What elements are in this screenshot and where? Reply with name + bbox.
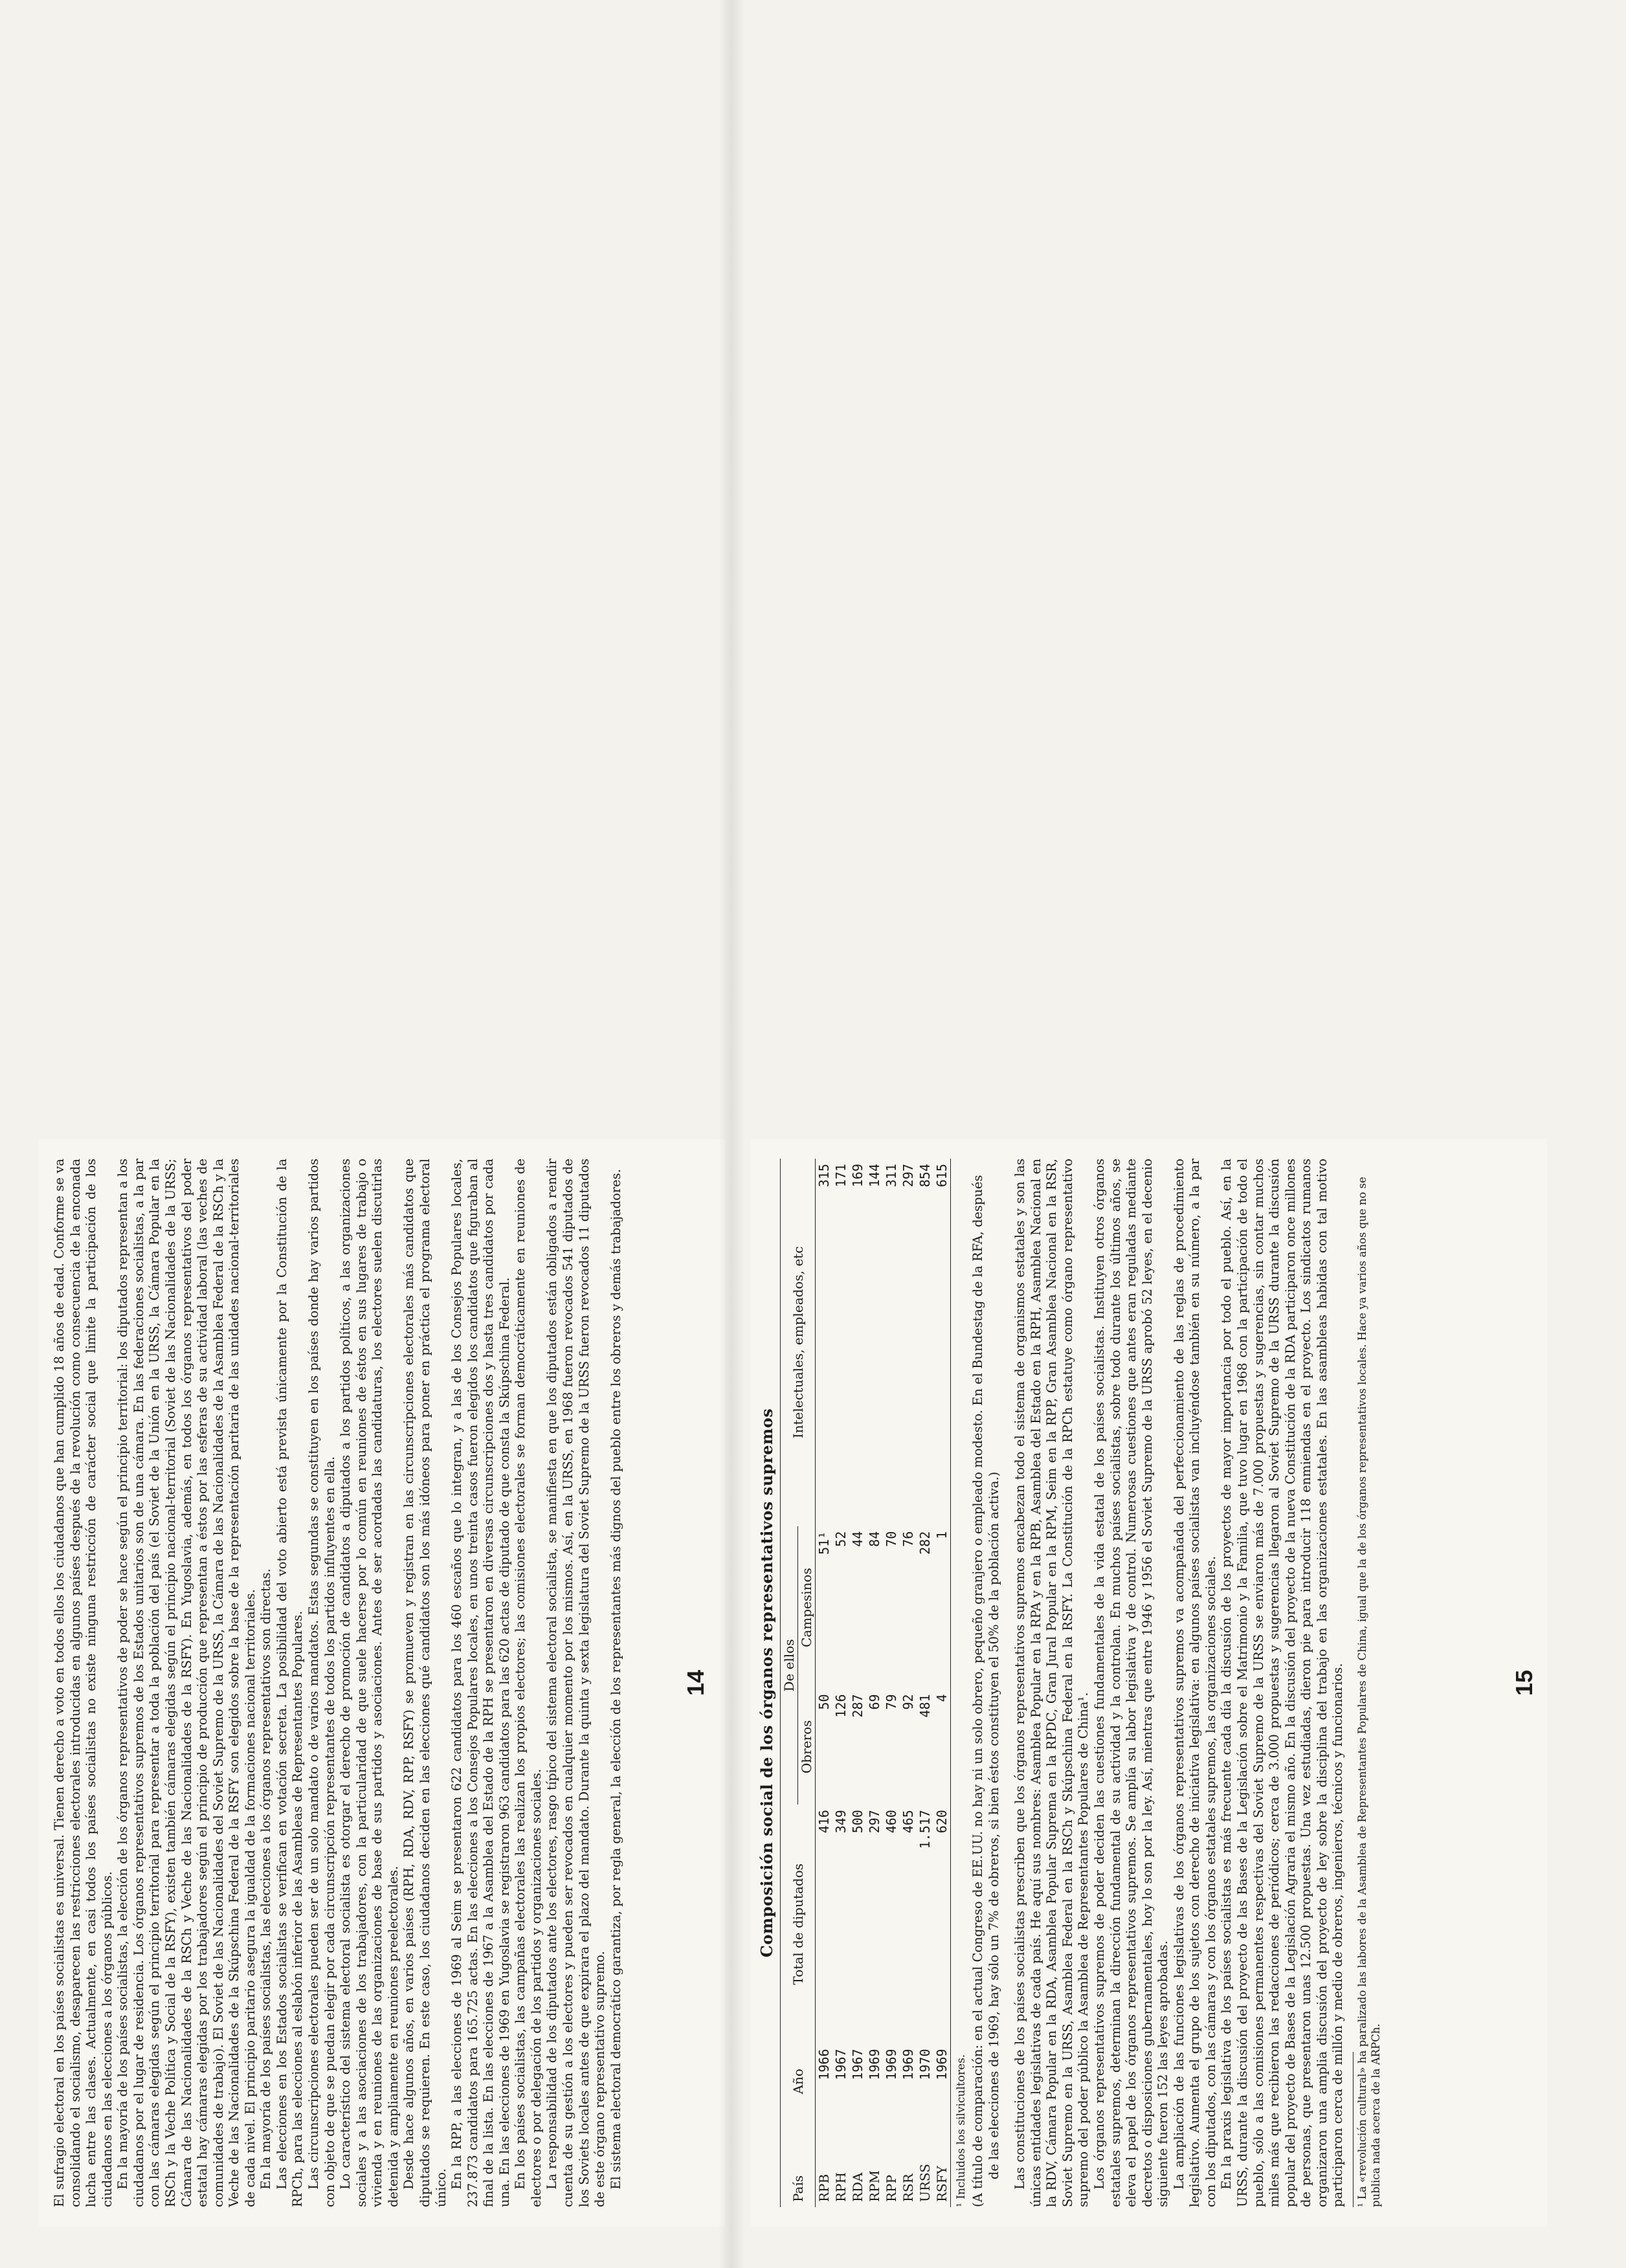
cell-workers: 287 — [850, 1694, 865, 1718]
paragraph: En la mayoría de los países socialistas, la elección de los órganos representativos de poder se hace según el principio territorial: los diputados representan a los ciudadanos por el lugar de residencia. Los órganos representativos supremos de los Estados unitarios son de una cámara. En las federaciones socialistas, a la par con las cámaras elegidas según el principio territorial para representar a toda la población del país (el Soviet de la Unión en la URSS, la Cámara Popular en la RSCh y la Veche Política y Social de la RSFY), existen también cámaras elegidas según el principio nacional-territorial (Soviet de las Nacionalidades de la URSS; Cámara de las Nacionalidades de la RSCh y Veche de las Nacionalidades de la RSFY). En Yugoslavia, además, en todos los órganos representativos del poder estatal hay cámaras elegidas por los trabajadores según el principio de producción que representan a éstos por las esferas de su actividad laboral (las veches de comunidades de trabajo). El Soviet de las Nacionalidades del Soviet Supremo de la URSS, la Cámara de las Nacionalidades de la Asamblea Federal de la RSCh y la Veche de las Nacionalidades de la Skúpschina Federal de la RSFY son elegidos sobre la base de la representación paritaria de las unidades nacional-territoriales de cada nivel. El principio paritario asegura la igualdad de la formaciones nacional territoriales. — [115, 1159, 258, 2207]
cell-workers: 481 — [917, 1694, 933, 1718]
cell-intellectuals: 311 — [884, 1164, 899, 1188]
cell-country: URSS — [917, 2164, 933, 2202]
col-header-peasants: Campesinos — [798, 1526, 816, 1689]
cell-workers: 4 — [933, 1689, 951, 1805]
cell-year: 1969 — [884, 2049, 899, 2080]
cell-total: 500 — [850, 1810, 865, 1834]
table-row — [832, 1159, 849, 2207]
cell-year: 1969 — [867, 2049, 882, 2080]
table-row — [816, 1159, 833, 2207]
cell-total: 620 — [933, 1805, 951, 2043]
cell-year: 1967 — [833, 2049, 849, 2080]
paragraph: En la praxis legislativa de los países socialistas es más frecuente cada día la discusión de los proyectos de mayor importancia por todo el pueblo. Así, en la URSS, durante la discusión del proyecto de las Bases de la Legislación sobre el Matrimonio y la Familia, que tuvo lugar en 1968 con la participación de todo el pueblo, sólo a las comisiones permanentes respectivas del Soviet Supremo de la URSS se enviaron más de 7.000 propuestas y sugerencias, sin contar muchos miles más que recibieron las redacciones de periódicos; cerca de 3.000 propuestas y sugerencias llegaron al Soviet Supremo de la URSS durante la discusión popular del proyecto de Bases de la Legislación Agraria el mismo año. En la discusión del proyecto de la nueva Constitución de la RDA participaron once millones de personas, que presentaron unas 12.500 propuestas. Una vez estudiadas, dieron pie para introducir 118 enmiendas en el proyecto. Los sindicatos rumanos organizaron una amplia discusión del proyecto de ley sobre la disciplina del trabajo en las organizaciones estatales. En las asambleas habidas con tal motivo participaron cerca de millón y medio de obreros, ingenieros, técnicos y funcionarios. — [1219, 1159, 1346, 2207]
cell-total: 297 — [867, 1810, 882, 1834]
cell-country: RPP — [884, 2175, 899, 2202]
paragraph: Las circunscripciones electorales pueden ser de un solo mandato o de varios mandatos. Estas segundas se constituyen en los países donde hay varios partidos con objeto de que se puedan elegir por cada circunscripción representantes de todos los partidos influyentes en ella. — [306, 1159, 337, 2207]
cell-year: 1969 — [900, 2049, 916, 2080]
table-row — [900, 1159, 917, 2207]
cell-year: 1969 — [933, 2043, 951, 2118]
paragraph: La ampliación de las funciones legislativas de los órganos representativos supremos va acompañada del perfeccionamiento de las reglas de procedimiento legislativo. Aumenta el grupo de los sujetos con derecho de iniciativa legislativa: en algunos países socialistas van incluyéndose también en su número, a la par con los diputados, con las cámaras y con los órganos estatales supremos, las organizaciones sociales. — [1171, 1159, 1218, 2207]
paragraph: Los órganos representativos supremos de poder deciden las cuestiones fundamentales de la vida estatal de los países socialistas. Instituyen otros órganos estatales supremos, determinan la dirección fundamental de su actividad y la controlan. En muchos países socialistas, sobre todo durante los últimos años, se eleva el papel de los órganos representativos supremos. Se amplía su labor legislativa y de control. Numerosas cuestiones que antes eran reguladas mediante decretos o disposiciones gubernamentales, hoy lo son por la ley. Así, mientras que entre 1946 y 1956 el Soviet Supremo de la URSS aprobó 52 leyes, en el decenio siguiente fueron 152 las leyes aprobadas. — [1091, 1159, 1171, 2207]
table-row — [933, 1159, 951, 2207]
cell-country: RPB — [816, 2174, 832, 2202]
cell-intellectuals: 297 — [900, 1164, 916, 1188]
cell-country: RSFY — [933, 2119, 951, 2207]
cell-country: RPM — [867, 2170, 882, 2202]
paragraph: Lo característico del sistema electoral socialista es otorgar el derecho de promoción de candidatos a diputados a los partidos políticos, a las organizaciones sociales y a las asociaciones de los trabajadores, con la particularidad de que suele hacerse por lo común en reuniones de éstos en sus lugares de trabajo o vivienda y en reuniones de las organizaciones de base de sus partidos y asociaciones. Antes de ser acordadas las candidaturas, los electores suelen discutirlas detenida y ampliamente en reuniones preelectorales. — [338, 1159, 401, 2207]
cell-peasants: 84 — [867, 1531, 882, 1547]
cell-country: RPH — [833, 2172, 849, 2202]
cell-peasants: 51¹ — [816, 1531, 832, 1555]
table-body — [816, 1159, 951, 2207]
paragraph: En la RPP, a las elecciones de 1969 al Seim se presentaron 622 candidatos para los 460 escaños que lo integran, y a las de los Consejos Populares locales, 237.873 candidatos para 165.725 actas. En las elecciones a los Consejos Populares locales, en unos treinta casos fueron elegidos los candidatos que figuraban al final de la lista. En las elecciones de 1967 a la Asamblea del Estado de la RPH se presentaron en diversas circunscripciones dos y hasta tres candidatos por cada una. En las elecciones de 1969 en Yugoslavia se registraron 963 candidatos para las 620 actas de diputado de que consta la Skúpschina Federal. — [449, 1159, 512, 2207]
cell-peasants: 76 — [900, 1531, 916, 1547]
page-number: 15 — [1511, 1669, 1537, 1696]
cell-year: 1966 — [816, 2049, 832, 2080]
cell-total: 460 — [884, 1810, 899, 1834]
cell-peasants: 52 — [833, 1531, 849, 1547]
table-title: Composición social de los órganos representativos supremos — [757, 1408, 776, 1958]
cell-workers: 79 — [884, 1694, 899, 1710]
page-14 — [39, 1139, 725, 2227]
cell-workers: 92 — [900, 1694, 916, 1710]
cell-intellectuals: 615 — [933, 1159, 951, 1526]
col-header-country: País — [781, 2119, 816, 2207]
cell-total: 349 — [833, 1810, 849, 1834]
cell-country: RSR — [900, 2174, 916, 2202]
cell-intellectuals: 171 — [833, 1164, 849, 1188]
col-header-year: Año — [781, 2043, 816, 2118]
paragraph: En la mayoría de los países socialistas, las elecciones a los órganos representativos son directas. — [258, 1568, 274, 2190]
col-header-group: De ellos — [781, 1526, 798, 1805]
cell-year: 1967 — [850, 2049, 865, 2080]
paragraph: Las constituciones de los países socialistas prescriben que los órganos representativos supremos encabezan todo el sistema de organismos estatales y son las únicas entidades legislativas de cada país. He aquí sus nombres: Asamblea Popular en la RPA y en la RPB, Asamblea del Estado en la RPH, Asamblea Nacional en la RDV, Cámara Popular en la RDA, Asamblea Popular Suprema en la RPDC, Gran Jural Popular en la RPM, Seim en la RPP, Gran Asamblea Nacional en la RSR, Soviet Supremo en la URSS, Asamblea Federal en la RSCh y Skúpschina Federal en la RSFY. La Constitución de la RPCh estatuye como órgano representativo supremo del poder público la Asamblea de Representantes Populares de China¹. — [1012, 1159, 1091, 2207]
col-header-total: Total de diputados — [781, 1805, 816, 2043]
cell-year: 1970 — [917, 2049, 933, 2080]
cell-peasants: 1 — [933, 1526, 951, 1689]
paragraph: El sistema electoral democrático garantiza, por regla general, la elección de los representantes más dignos del pueblo entre los obreros y demás trabajadores. — [608, 1169, 623, 2190]
cell-country: RDA — [850, 2172, 865, 2202]
col-header-intellectuals: Intelectuales, empleados, etc — [781, 1159, 816, 1526]
paragraph: La responsabilidad de los diputados ante los electores, rasgo típico del sistema electoral socialista, se manifiesta en que los diputados están obligados a rendir cuenta de su gestión a los electores y pueden ser revocados en cualquier momento por los mismos. Así, en la URSS, en 1968 fueron revocados 541 diputados de los Soviets locales antes de que expirara el plazo del mandato. Durante la quinta y sexta legislatura del Soviet Supremo de la URSS fueron revocados 11 diputados de este órgano representativo supremo. — [544, 1159, 608, 2207]
table-row — [883, 1159, 900, 2207]
cell-intellectuals: 854 — [917, 1164, 933, 1188]
paragraph: Desde hace algunos años, en varios países (RPH, RDA, RDV, RPP, RSFY) se promueven y registran en las circunscripciones electorales más candidatos que diputados se requieren. En este caso, los ciudadanos deciden en las elecciones qué candidatos son los más idóneos para poner en práctica el programa electoral único. — [401, 1159, 449, 2207]
social-composition-table — [780, 1159, 951, 2207]
cell-total: 416 — [816, 1810, 832, 1834]
table-note: ¹ Incluidos los silvicultores. — [955, 2054, 968, 2207]
paragraph: En los países socialistas, las campañas electorales las realizan los propios electores; las comisiones electorales se forman democráticamente en reuniones de electores o por delegación de los partidos y organizaciones sociales. — [513, 1159, 544, 2207]
cell-workers: 50 — [816, 1694, 832, 1710]
page-15 — [751, 1139, 1547, 2227]
paragraph: El sufragio electoral en los países socialistas es universal. Tienen derecho a voto en todos ellos los ciudadanos que han cumplido 18 años de edad. Conforme se va consolidando el socialismo, desaparecen las restricciones electorales introducidas en algunos países después de la revolución como consecuencia de la enconada lucha entre las clases. Actualmente, en casi todos los países socialistas no existe ninguna restricción de carácter social que limite la participación de los ciudadanos en las elecciones a los órganos públicos. — [52, 1159, 115, 2207]
cell-total: 1.517 — [917, 1810, 933, 1849]
cell-intellectuals: 169 — [850, 1164, 865, 1188]
comparison-note: (A título de comparación: en el actual Congreso de EE.UU. no hay ni un solo obrero, pequeño granjero o empleado modesto. En el Bundestag de la RFA, después de las elecciones de 1969, hay sólo un 7% de obreros, si bien éstos constituyen el 50% de la población activa.) — [970, 1175, 1001, 2207]
cell-total: 465 — [900, 1810, 916, 1834]
paragraph: Las elecciones en los Estados socialistas se verifican en votación secreta. La posibilidad del voto abierto está prevista únicamente por la Constitución de la RPCh, para las elecciones al eslabón inferior de las Asambleas de Representantes Populares. — [274, 1159, 306, 2207]
page-number: 14 — [682, 1669, 709, 1696]
cell-workers: 69 — [867, 1694, 882, 1710]
page-15-body — [1007, 1139, 1346, 2227]
cell-intellectuals: 315 — [816, 1164, 832, 1188]
table-row — [849, 1159, 866, 2207]
cell-peasants: 44 — [850, 1531, 865, 1547]
cell-peasants: 70 — [884, 1531, 899, 1547]
page-14-body — [39, 1139, 624, 2227]
table-row — [866, 1159, 883, 2207]
cell-workers: 126 — [833, 1694, 849, 1718]
gutter-shadow — [718, 0, 744, 2268]
footnote: ¹ La «revolución cultural» ha paralizado las labores de la Asamblea de Representantes Populares de China, igual que la de los órganos representativos locales. Hace ya varios años que no se publica nada acerca de la ARPCh. — [1355, 1177, 1382, 2207]
cell-intellectuals: 144 — [867, 1164, 882, 1188]
table-row — [917, 1159, 933, 2207]
col-header-workers: Obreros — [798, 1689, 816, 1805]
cell-peasants: 282 — [917, 1531, 933, 1555]
